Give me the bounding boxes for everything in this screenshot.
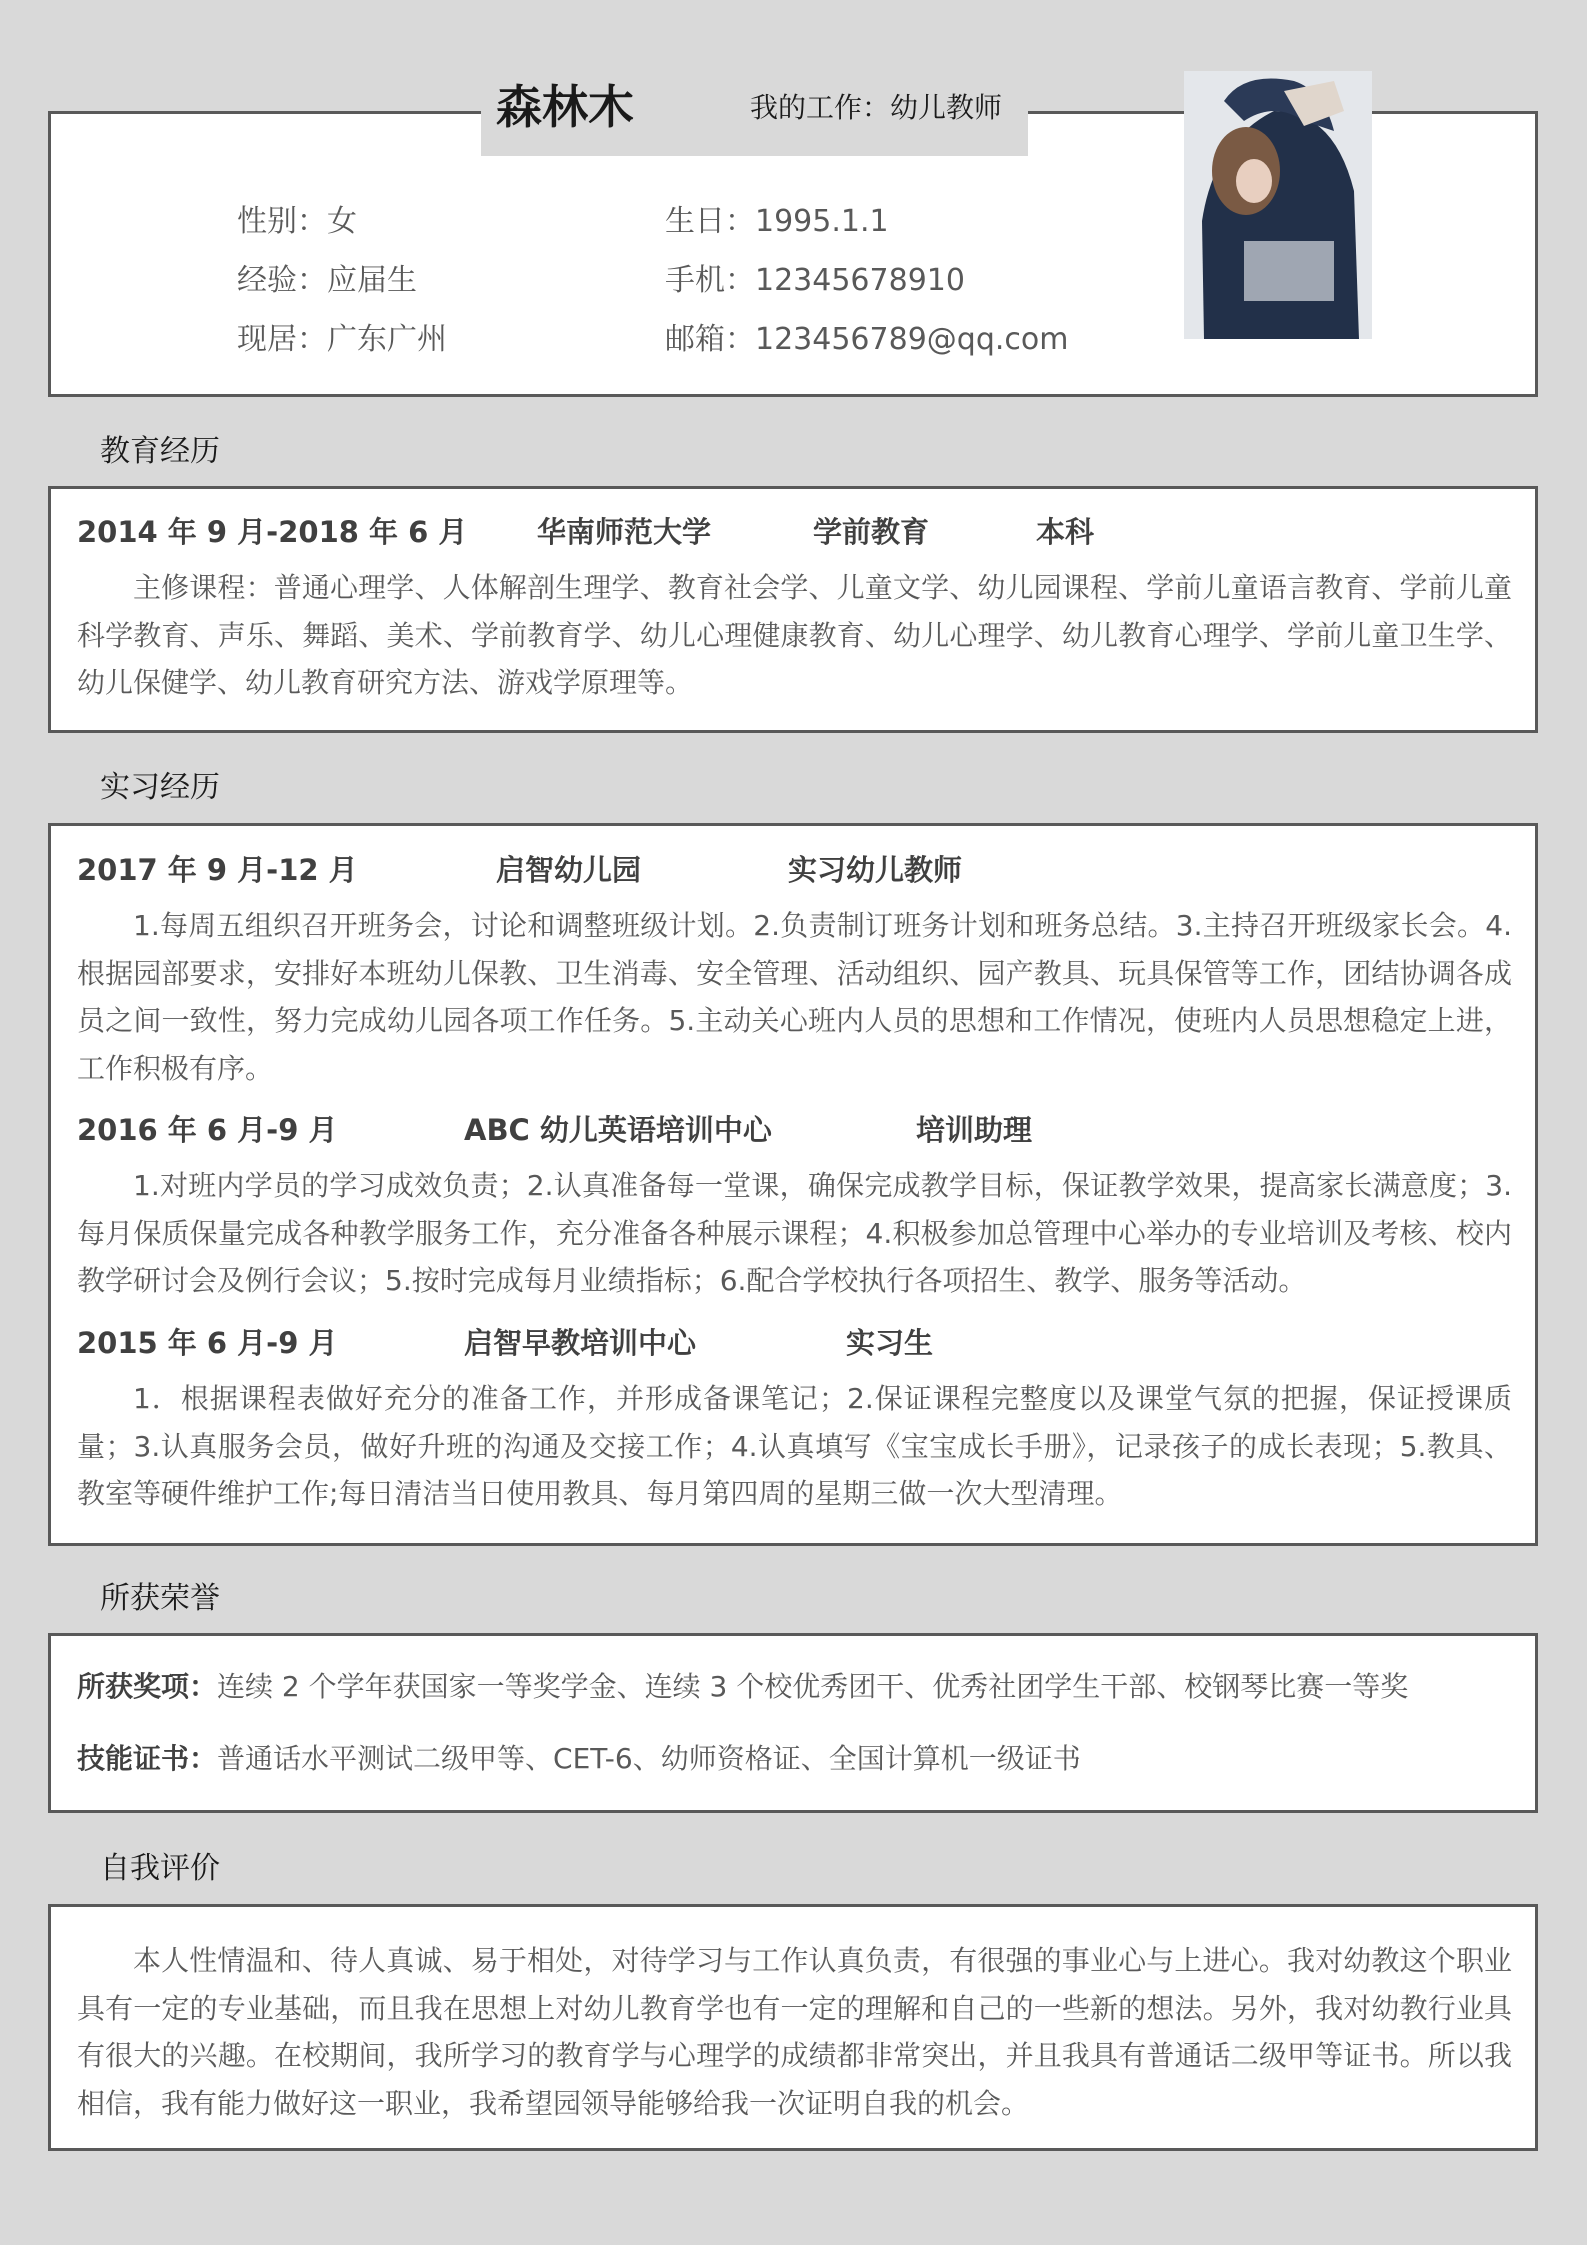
self-eval-title: 自我评价 bbox=[100, 1851, 220, 1886]
internship-role: 实习幼儿教师 bbox=[788, 853, 963, 887]
location-field: 现居：广东广州 bbox=[237, 322, 447, 357]
internship-org: 启智早教培训中心 bbox=[464, 1326, 697, 1360]
birthday-field: 生日：1995.1.1 bbox=[665, 204, 889, 239]
internship-org: 启智幼儿园 bbox=[496, 853, 642, 887]
internship-period: 2015 年 6 月-9 月 bbox=[77, 1326, 338, 1360]
phone-field: 手机：12345678910 bbox=[665, 263, 965, 298]
self-eval-box bbox=[48, 1904, 1538, 2151]
awards-line bbox=[77, 1670, 1409, 1703]
profile-photo-image bbox=[1184, 71, 1372, 339]
internship-org: ABC 幼儿英语培训中心 bbox=[464, 1113, 772, 1147]
certs-label: 技能证书： bbox=[77, 1742, 218, 1775]
education-courses: 主修课程：普通心理学、人体解剖生理学、教育社会学、儿童文学、幼儿园课程、学前儿童语言教育、学前儿童科学教育、声乐、舞蹈、美术、学前教育学、幼儿心理健康教育、幼儿心理学、幼儿教育心理学、学前儿童卫生学、幼儿保健学、幼儿教育研究方法、游戏学原理等。 bbox=[77, 571, 1512, 699]
internship-desc: 1.对班内学员的学习成效负责；2.认真准备每一堂课，确保完成教学目标，保证教学效果，提高家长满意度；3.每月保质保量完成各种教学服务工作，充分准备各种展示课程；4.积极参加总管理中心举办的专业培训及考核、校内教学研讨会及例行会议；5.按时完成每月业绩指标；6.配合学校执行各项招生、教学、服务等活动。 bbox=[77, 1169, 1512, 1297]
internship-period: 2016 年 6 月-9 月 bbox=[77, 1113, 338, 1147]
awards-label: 所获奖项： bbox=[77, 1670, 218, 1703]
internship-desc: 1．根据课程表做好充分的准备工作，并形成备课笔记；2.保证课程完整度以及课堂气氛的把握，保证授课质量；3.认真服务会员，做好升班的沟通及交接工作；4.认真填写《宝宝成长手册》，记录孩子的成长表现；5.教具、教室等硬件维护工作;每日清洁当日使用教具、每月第四周的星期三做一次大型清理。 bbox=[77, 1382, 1512, 1510]
email-field: 邮箱：123456789@qq.com bbox=[665, 322, 1069, 357]
certs-line bbox=[77, 1742, 1081, 1775]
education-box bbox=[48, 486, 1538, 733]
education-school: 华南师范大学 bbox=[537, 515, 712, 549]
profile-photo bbox=[1184, 71, 1372, 339]
self-eval-text: 本人性情温和、待人真诚、易于相处，对待学习与工作认真负责，有很强的事业心与上进心。我对幼教这个职业具有一定的专业基础，而且我在思想上对幼儿教育学也有一定的理解和自己的一些新的想法。另外，我对幼教行业具有很大的兴趣。在校期间，我所学习的教育学与心理学的成绩都非常突出，并且我具有普通话二级甲等证书。所以我相信，我有能力做好这一职业，我希望园领导能够给我一次证明自我的机会。 bbox=[77, 1944, 1512, 2120]
experience-field: 经验：应届生 bbox=[237, 263, 417, 298]
internship-role: 实习生 bbox=[846, 1326, 934, 1360]
awards-value: 连续 2 个学年获国家一等奖学金、连续 3 个校优秀团干、优秀社团学生干部、校钢琴比赛一等奖 bbox=[217, 1670, 1409, 1703]
honors-box bbox=[48, 1633, 1538, 1813]
education-major: 学前教育 bbox=[813, 515, 930, 549]
internship-box bbox=[48, 823, 1538, 1546]
certs-value: 普通话水平测试二级甲等、CET-6、幼师资格证、全国计算机一级证书 bbox=[217, 1742, 1081, 1775]
job-title: 我的工作：幼儿教师 bbox=[750, 91, 1003, 124]
education-title: 教育经历 bbox=[100, 434, 220, 469]
education-period: 2014 年 9 月-2018 年 6 月 bbox=[77, 515, 468, 549]
internship-role: 培训助理 bbox=[916, 1113, 1033, 1147]
gender-field: 性别：女 bbox=[237, 204, 357, 239]
candidate-name: 森林木 bbox=[496, 80, 634, 134]
education-degree: 本科 bbox=[1036, 515, 1095, 549]
internship-period: 2017 年 9 月-12 月 bbox=[77, 853, 358, 887]
internship-desc: 1.每周五组织召开班务会，讨论和调整班级计划。2.负责制订班务计划和班务总结。3.主持召开班级家长会。4.根据园部要求，安排好本班幼儿保教、卫生消毒、安全管理、活动组织、园产教具、玩具保管等工作，团结协调各成员之间一致性，努力完成幼儿园各项工作任务。5.主动关心班内人员的思想和工作情况，使班内人员思想稳定上进，工作积极有序。 bbox=[77, 909, 1512, 1085]
honors-title: 所获荣誉 bbox=[100, 1581, 220, 1616]
internship-title: 实习经历 bbox=[100, 770, 220, 805]
